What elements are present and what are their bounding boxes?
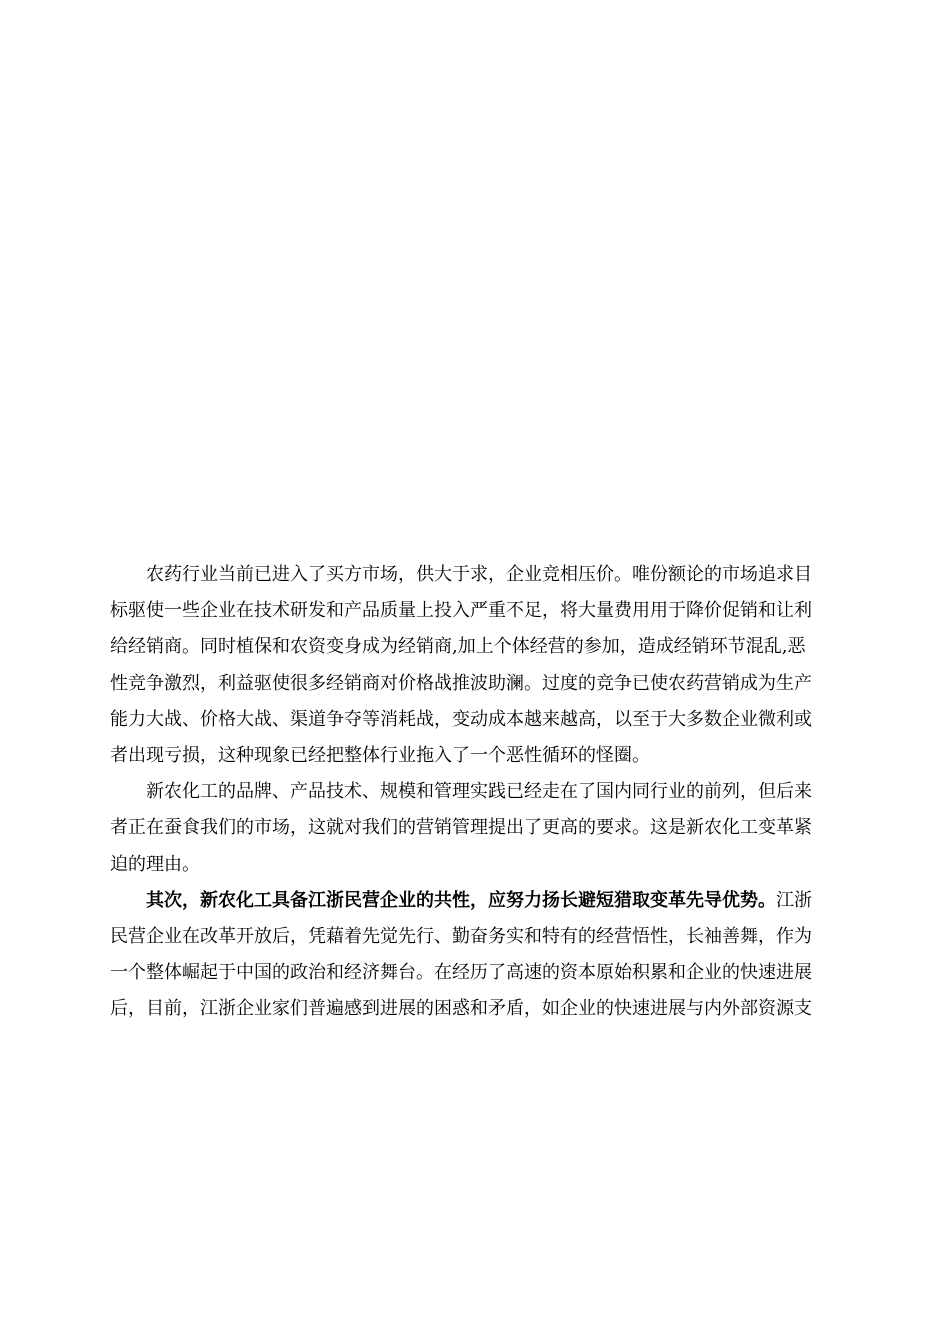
text-line: 给经销商。同时植保和农资变身成为经销商,加上个体经营的参加，造成经销环节混乱,恶	[110, 636, 806, 658]
text-line: 能力大战、价格大战、渠道争夺等消耗战，变动成本越来越高，以至于大多数企业微利或	[110, 708, 812, 730]
text-line: 新农化工的品牌、产品技术、规模和管理实践已经走在了国内同行业的前列，但后来	[146, 781, 812, 803]
text-line: 一个整体崛起于中国的政治和经济舞台。在经历了高速的资本原始积累和企业的快速进展	[110, 962, 812, 984]
text-line	[110, 883, 858, 919]
paragraph-private-enterprise	[110, 883, 858, 1028]
text-line: 性竞争激烈，利益驱使很多经销商对价格战推波助澜。过度的竞争已使农药营销成为生产	[110, 672, 812, 694]
text-line: 民营企业在改革开放后，凭藉着先觉先行、勤奋务实和特有的经营悟性，长袖善舞，作为	[110, 926, 812, 948]
text-line: 者出现亏损，这种现象已经把整体行业拖入了一个恶性循环的怪圈。	[110, 745, 650, 767]
paragraph-company-position	[110, 774, 858, 883]
body-text	[110, 557, 858, 1028]
paragraph-industry-competition	[110, 557, 858, 774]
lead-line-rest: 江浙	[776, 889, 812, 911]
text-line: 标驱使一些企业在技术研发和产品质量上投入严重不足，将大量费用用于降价促销和让利	[110, 600, 812, 622]
text-line: 农药行业当前已进入了买方市场，供大于求，企业竞相压价。唯份额论的市场追求目	[146, 564, 812, 585]
text-line: 者正在蚕食我们的市场，这就对我们的营销管理提出了更高的要求。这是新农化工变革紧	[110, 817, 812, 839]
text-line: 后，目前，江浙企业家们普遍感到进展的困惑和矛盾，如企业的快速进展与内外部资源支	[110, 998, 812, 1020]
bold-lead-sentence: 其次，新农化工具备江浙民营企业的共性，应努力扬长避短猎取变革先导优势。	[146, 889, 776, 911]
text-line: 迫的理由。	[110, 853, 200, 875]
